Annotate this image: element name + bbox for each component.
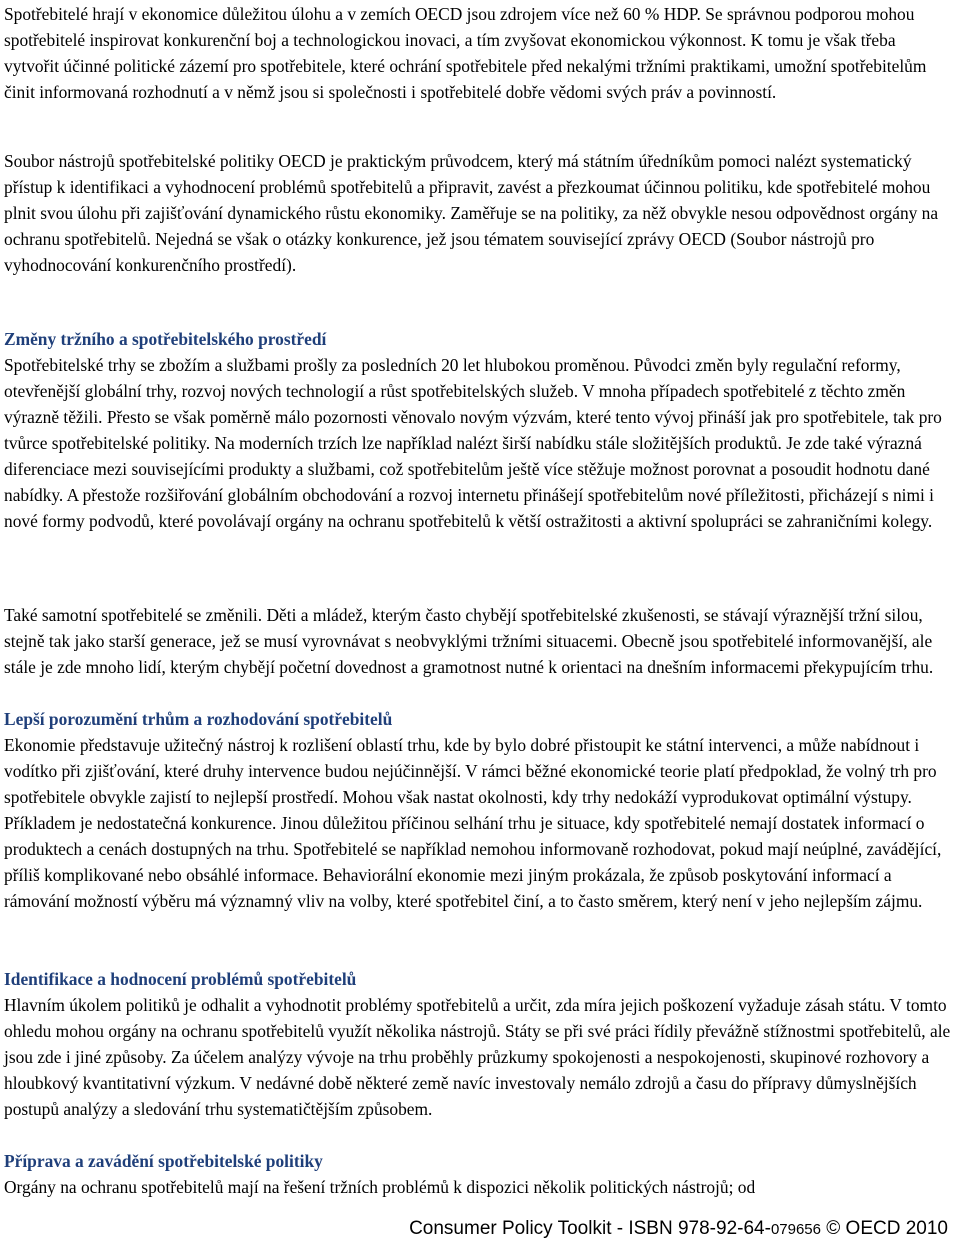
heading-preparation: Příprava a zavádění spotřebitelské politiky: [4, 1151, 323, 1171]
page-footer: [409, 1216, 948, 1243]
heading-understanding-markets: Lepší porozumění trhům a rozhodování spotřebitelů: [4, 709, 393, 729]
identification-paragraph: Hlavním úkolem politiků je odhalit a vyhodnotit problémy spotřebitelů a určit, zda míra jejich poškození vyžaduje zásah státu. V tomto ohledu mohou orgány na ochranu spotřebitelů využít několika nástrojů. Státy se při své práci řídily převážně stížnostmi spotřebitelů, ale jsou zde i jiné způsoby. Za účelem analýzy vývoje na trhu proběhly průzkumy spokojenosti a nespokojenosti, skupinové rozhovory a hloubkový kvantitativní výzkum. V nedávné době některé země navíc investovaly nemálo zdrojů a času do přípravy důmyslnějších postupů analýzy a sledování trhu systematičtějším způsobem.: [4, 995, 951, 1119]
heading-identification: Identifikace a hodnocení problémů spotřebitelů: [4, 969, 357, 989]
toolkit-paragraph: Soubor nástrojů spotřebitelské politiky OECD je praktickým průvodcem, který má státním úředníkům pomoci nalézt systematický přístup k identifikaci a vyhodnocení problémů spotřebitelů a připravit, zavést a přezkoumat účinnou politiku, kde spotřebitelé mohou plnit svou úlohu při zajišťování dynamického růstu ekonomiky. Zaměřuje se na politiky, za něž obvykle nesou odpovědnost orgány na ochranu spotřebitelů. Nejedná se však o otázky konkurence, jež jsou tématem související zprávy OECD (Soubor nástrojů pro vyhodnocování konkurenčního prostředí).: [4, 151, 939, 275]
footer-isbn-suffix: 079656: [770, 1221, 821, 1238]
intro-paragraph: Spotřebitelé hrají v ekonomice důležitou úlohu a v zemích OECD jsou zdrojem více než 60 % HDP. Se správnou podporou mohou spotřebitelé inspirovat konkurenční boj a technologickou inovaci, a tím zvyšovat ekonomickou výkonnost. K tomu je však třeba vytvořit účinné politické zázemí pro spotřebitele, které ochrání spotřebitele před nekalými tržními praktikami, umožní spotřebitelům činit informovaná rozhodnutí a v němž jsou si společnosti i spotřebitelé dobře vědomi svých práv a povinností.: [4, 4, 927, 102]
heading-markets-changes: Změny tržního a spotřebitelského prostředí: [4, 329, 327, 349]
footer-prefix: Consumer Policy Toolkit - ISBN 978-92-64-: [409, 1218, 771, 1239]
footer-copyright: © OECD 2010: [821, 1218, 948, 1239]
markets-changes-paragraph: Spotřebitelské trhy se zbožím a službami prošly za posledních 20 let hlubokou proměnou. Původci změn byly regulační reformy, otevřenější globální trhy, rozvoj nových technologií a růst spotřebitelských služeb. V mnoha případech spotřebitelé z těchto změn výrazně těžili. Přesto se však poměrně málo pozornosti věnovalo novým výzvám, které tento vývoj přináší jak pro spotřebitele, tak pro tvůrce spotřebitelské politiky. Na moderních trzích lze například nalézt širší nabídku stále složitějších produktů. Je zde také výrazná diferenciace mezi souvisejícími produkty a službami, což spotřebitelům ještě více stěžuje možnost porovnat a posoudit hodnotu dané nabídky. A přestože rozšiřování globálním obchodování a rozvoj internetu přinášejí spotřebitelům nové příležitosti, přicházejí s nimi i nové formy podvodů, které povolávají orgány na ochranu spotřebitelů k větší ostražitosti a aktivní spolupráci se zahraničními kolegy.: [4, 355, 942, 531]
economics-paragraph: Ekonomie představuje užitečný nástroj k rozlišení oblastí trhu, kde by bylo dobré přistoupit ke státní intervenci, a může nabídnout i vodítko při zjišťování, které druhy intervence budou nejúčinnější. V rámci běžné ekonomické teorie platí předpoklad, že volný trh pro spotřebitele obvykle zajistí to nejlepší prostředí. Mohou však nastat okolnosti, kdy trhy nedokáží vyprodukovat optimální výstupy. Příkladem je nedostatečná konkurence. Jinou důležitou příčinou selhání trhu je situace, kdy spotřebitelé nemají dostatek informací o produktech a cenách dostupných na trhu. Spotřebitelé se například nemohou informovaně rozhodovat, pokud mají neúplné, zavádějící, příliš komplikované nebo obsáhlé informace. Behaviorální ekonomie mezi jiným prokázala, že způsob poskytování informací a rámování možností výběru má významný vliv na volby, které spotřebitel činí, a to často směrem, který není v jeho nejlepším zájmu.: [4, 735, 942, 911]
consumers-changed-paragraph: Také samotní spotřebitelé se změnili. Děti a mládež, kterým často chybějí spotřebitelské zkušenosti, se stávají výraznější tržní silou, stejně tak jako starší generace, jež se musí vyrovnávat s neobvyklými tržními situacemi. Obecně jsou spotřebitelé informovanější, ale stále je zde mnoho lidí, kterým chybějí početní dovednost a gramotnost nutné k orientaci na dnešním informacemi překypujícím trhu.: [4, 605, 934, 677]
preparation-paragraph: Orgány na ochranu spotřebitelů mají na řešení tržních problémů k dispozici několik politických nástrojů; od: [4, 1177, 756, 1197]
